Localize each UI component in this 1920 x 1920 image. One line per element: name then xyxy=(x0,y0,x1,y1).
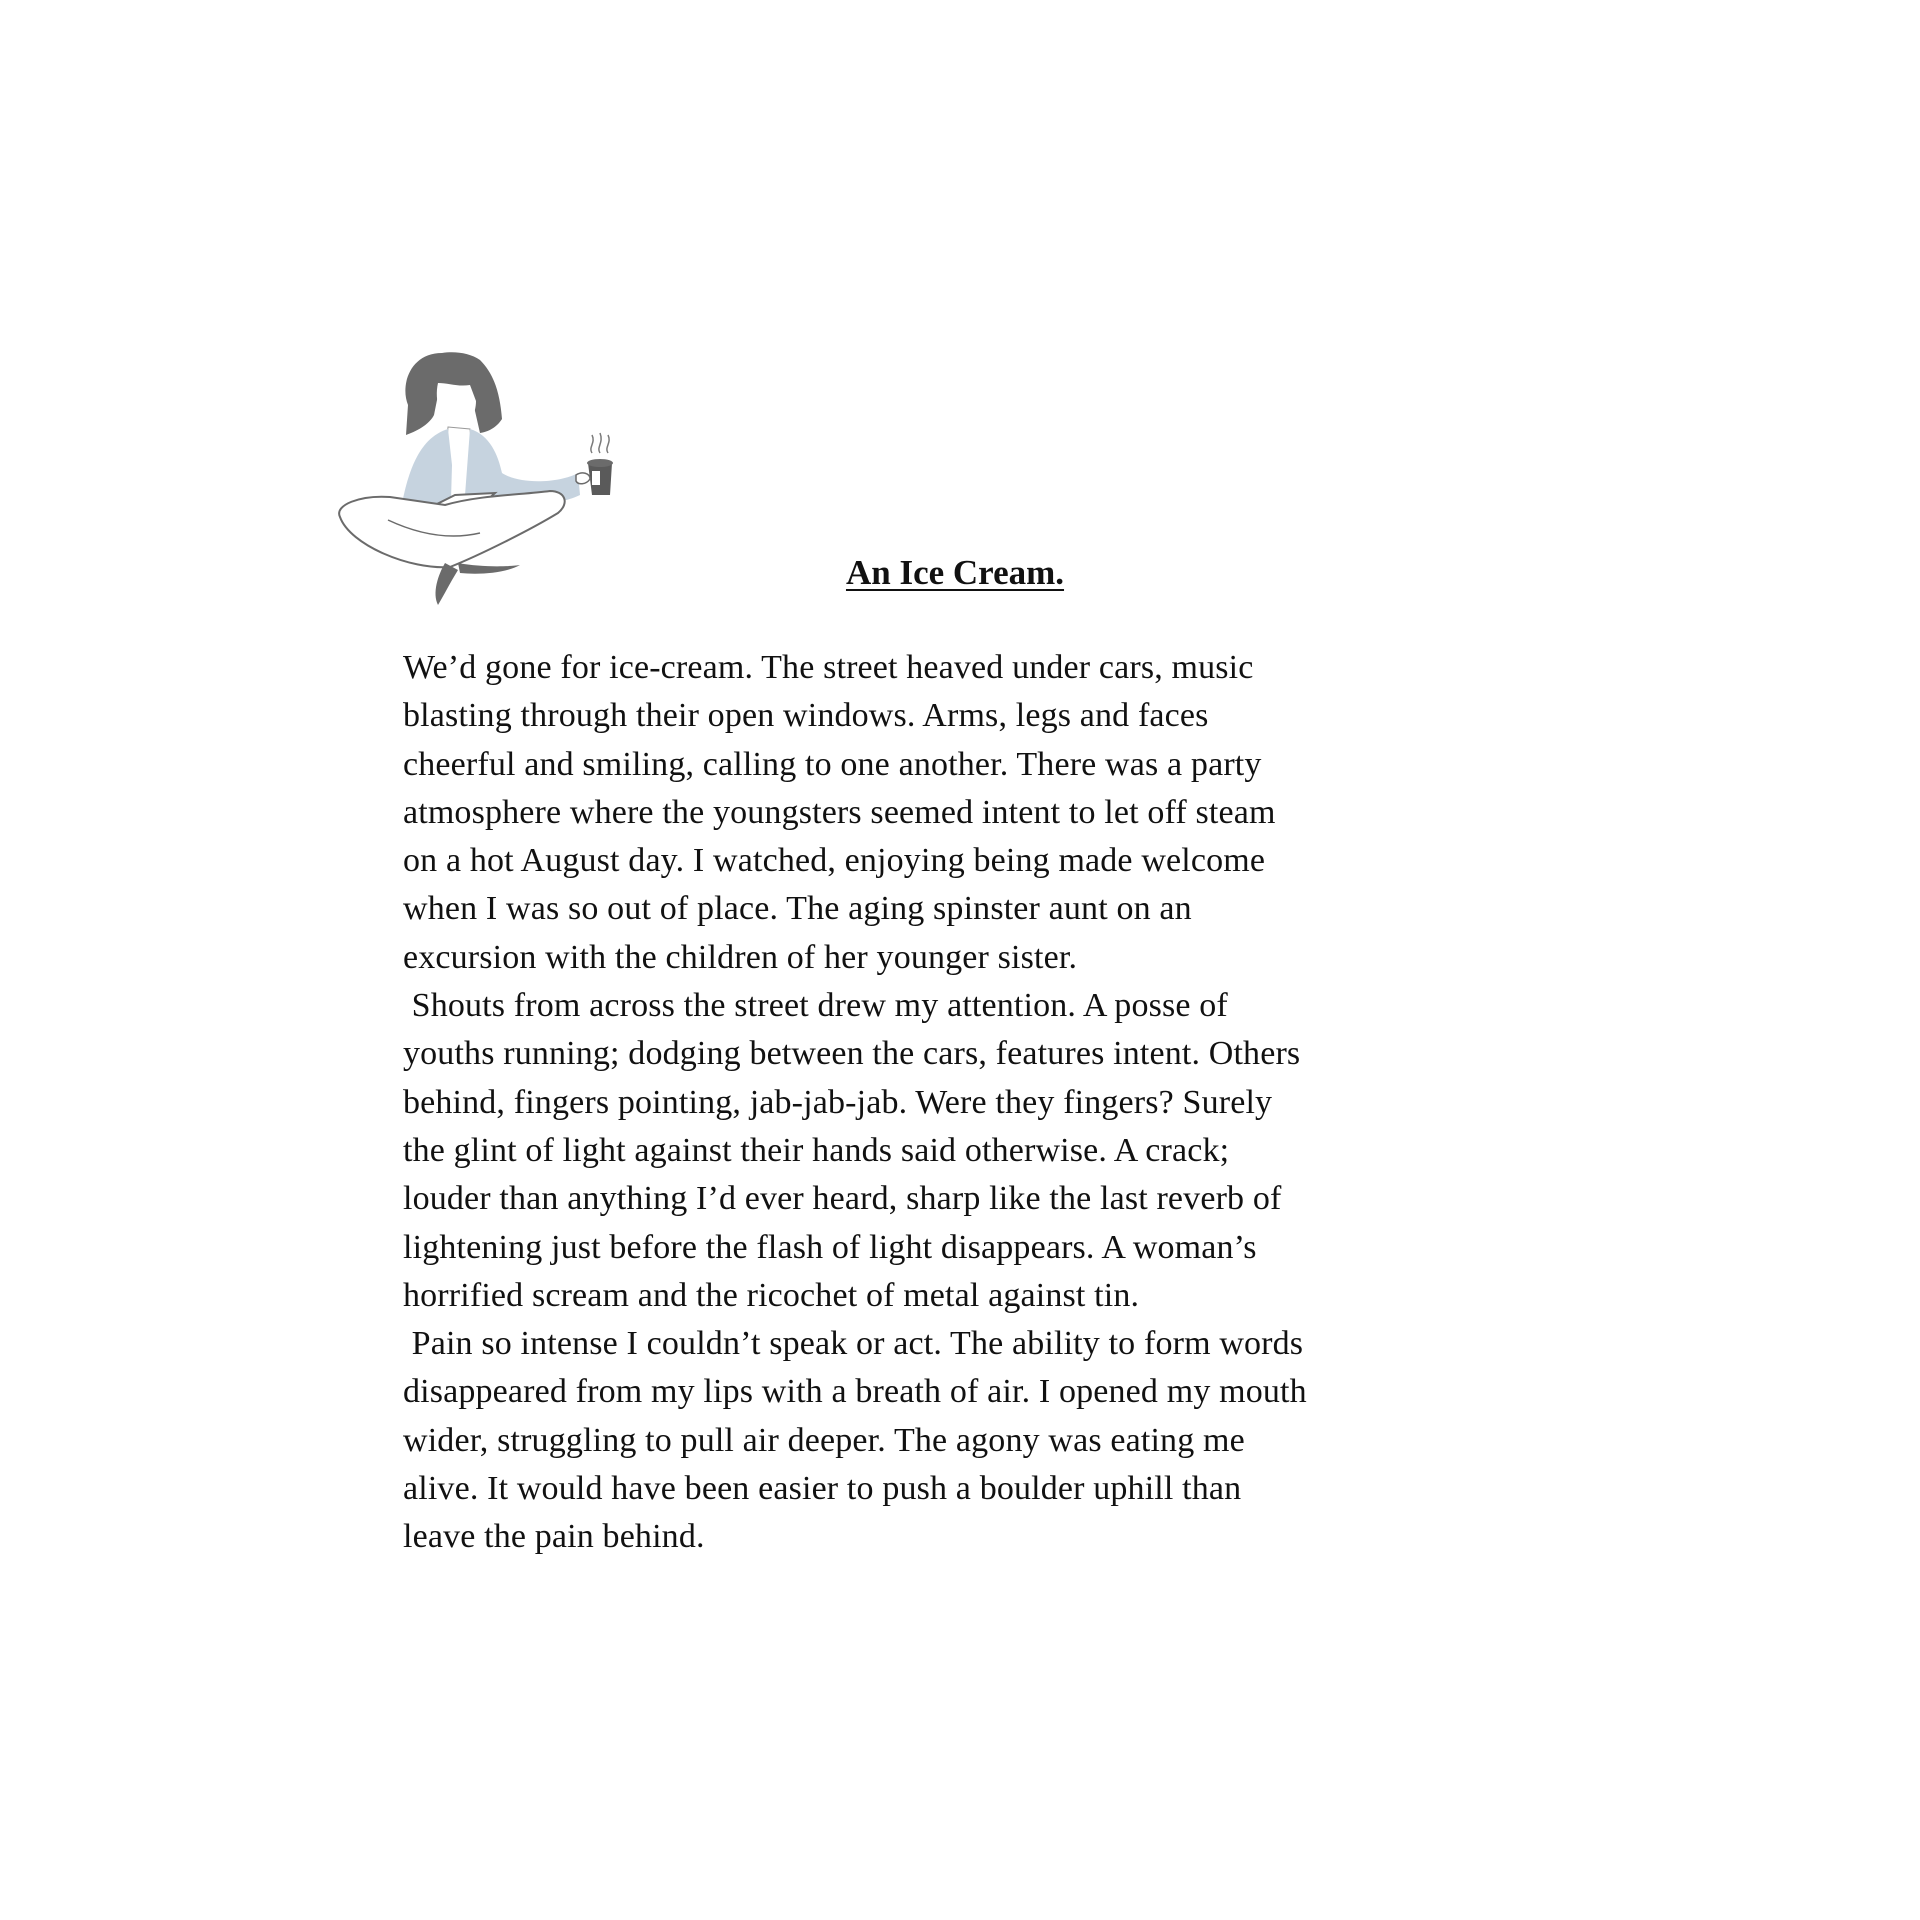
legs-outline xyxy=(339,491,565,567)
story-line: excursion with the children of her younger sister. xyxy=(403,938,1078,976)
story-line: horrified scream and the ricochet of metal against tin. xyxy=(403,1276,1140,1314)
cup-hand xyxy=(576,473,590,484)
story-line: youths running; dodging between the cars, features intent. Others xyxy=(403,1035,1301,1073)
woman-reading-with-coffee-icon xyxy=(330,345,640,610)
story-line: behind, fingers pointing, jab-jab-jab. Were they fingers? Surely xyxy=(403,1083,1273,1121)
cup-rim xyxy=(587,459,613,467)
story-line: Shouts from across the street drew my attention. A posse of xyxy=(403,987,1228,1025)
face-shape xyxy=(437,383,476,427)
story-line: cheerful and smiling, calling to one another. There was a party xyxy=(403,745,1262,783)
story-line: on a hot August day. I watched, enjoying being made welcome xyxy=(403,842,1266,880)
story-line: when I was so out of place. The aging spinster aunt on an xyxy=(403,890,1192,928)
story-line: louder than anything I’d ever heard, sharp like the last reverb of xyxy=(403,1180,1282,1218)
story-line: alive. It would have been easier to push a boulder uphill than xyxy=(403,1470,1242,1508)
story-body xyxy=(403,644,1563,1562)
steam-line-3 xyxy=(607,435,609,453)
steam-line-2 xyxy=(599,433,601,453)
story-title: An Ice Cream. xyxy=(845,553,1065,592)
foot-left-shape xyxy=(436,563,458,605)
foot-right-shape xyxy=(458,563,520,574)
story-line: blasting through their open windows. Arms, legs and faces xyxy=(403,697,1209,735)
story-line: lightening just before the flash of light disappears. A woman’s xyxy=(403,1228,1257,1266)
story-line: leave the pain behind. xyxy=(403,1518,705,1556)
story-line: We’d gone for ice-cream. The street heaved under cars, music xyxy=(403,649,1254,686)
story-line: atmosphere where the youngsters seemed intent to let off steam xyxy=(403,793,1276,831)
story-line: Pain so intense I couldn’t speak or act. The ability to form words xyxy=(403,1325,1304,1363)
steam-line-1 xyxy=(591,435,593,453)
cup-label xyxy=(592,471,600,485)
story-line: the glint of light against their hands said otherwise. A crack; xyxy=(403,1131,1230,1169)
story-line: disappeared from my lips with a breath of air. I opened my mouth xyxy=(403,1373,1307,1411)
story-line: wider, struggling to pull air deeper. The agony was eating me xyxy=(403,1421,1245,1459)
